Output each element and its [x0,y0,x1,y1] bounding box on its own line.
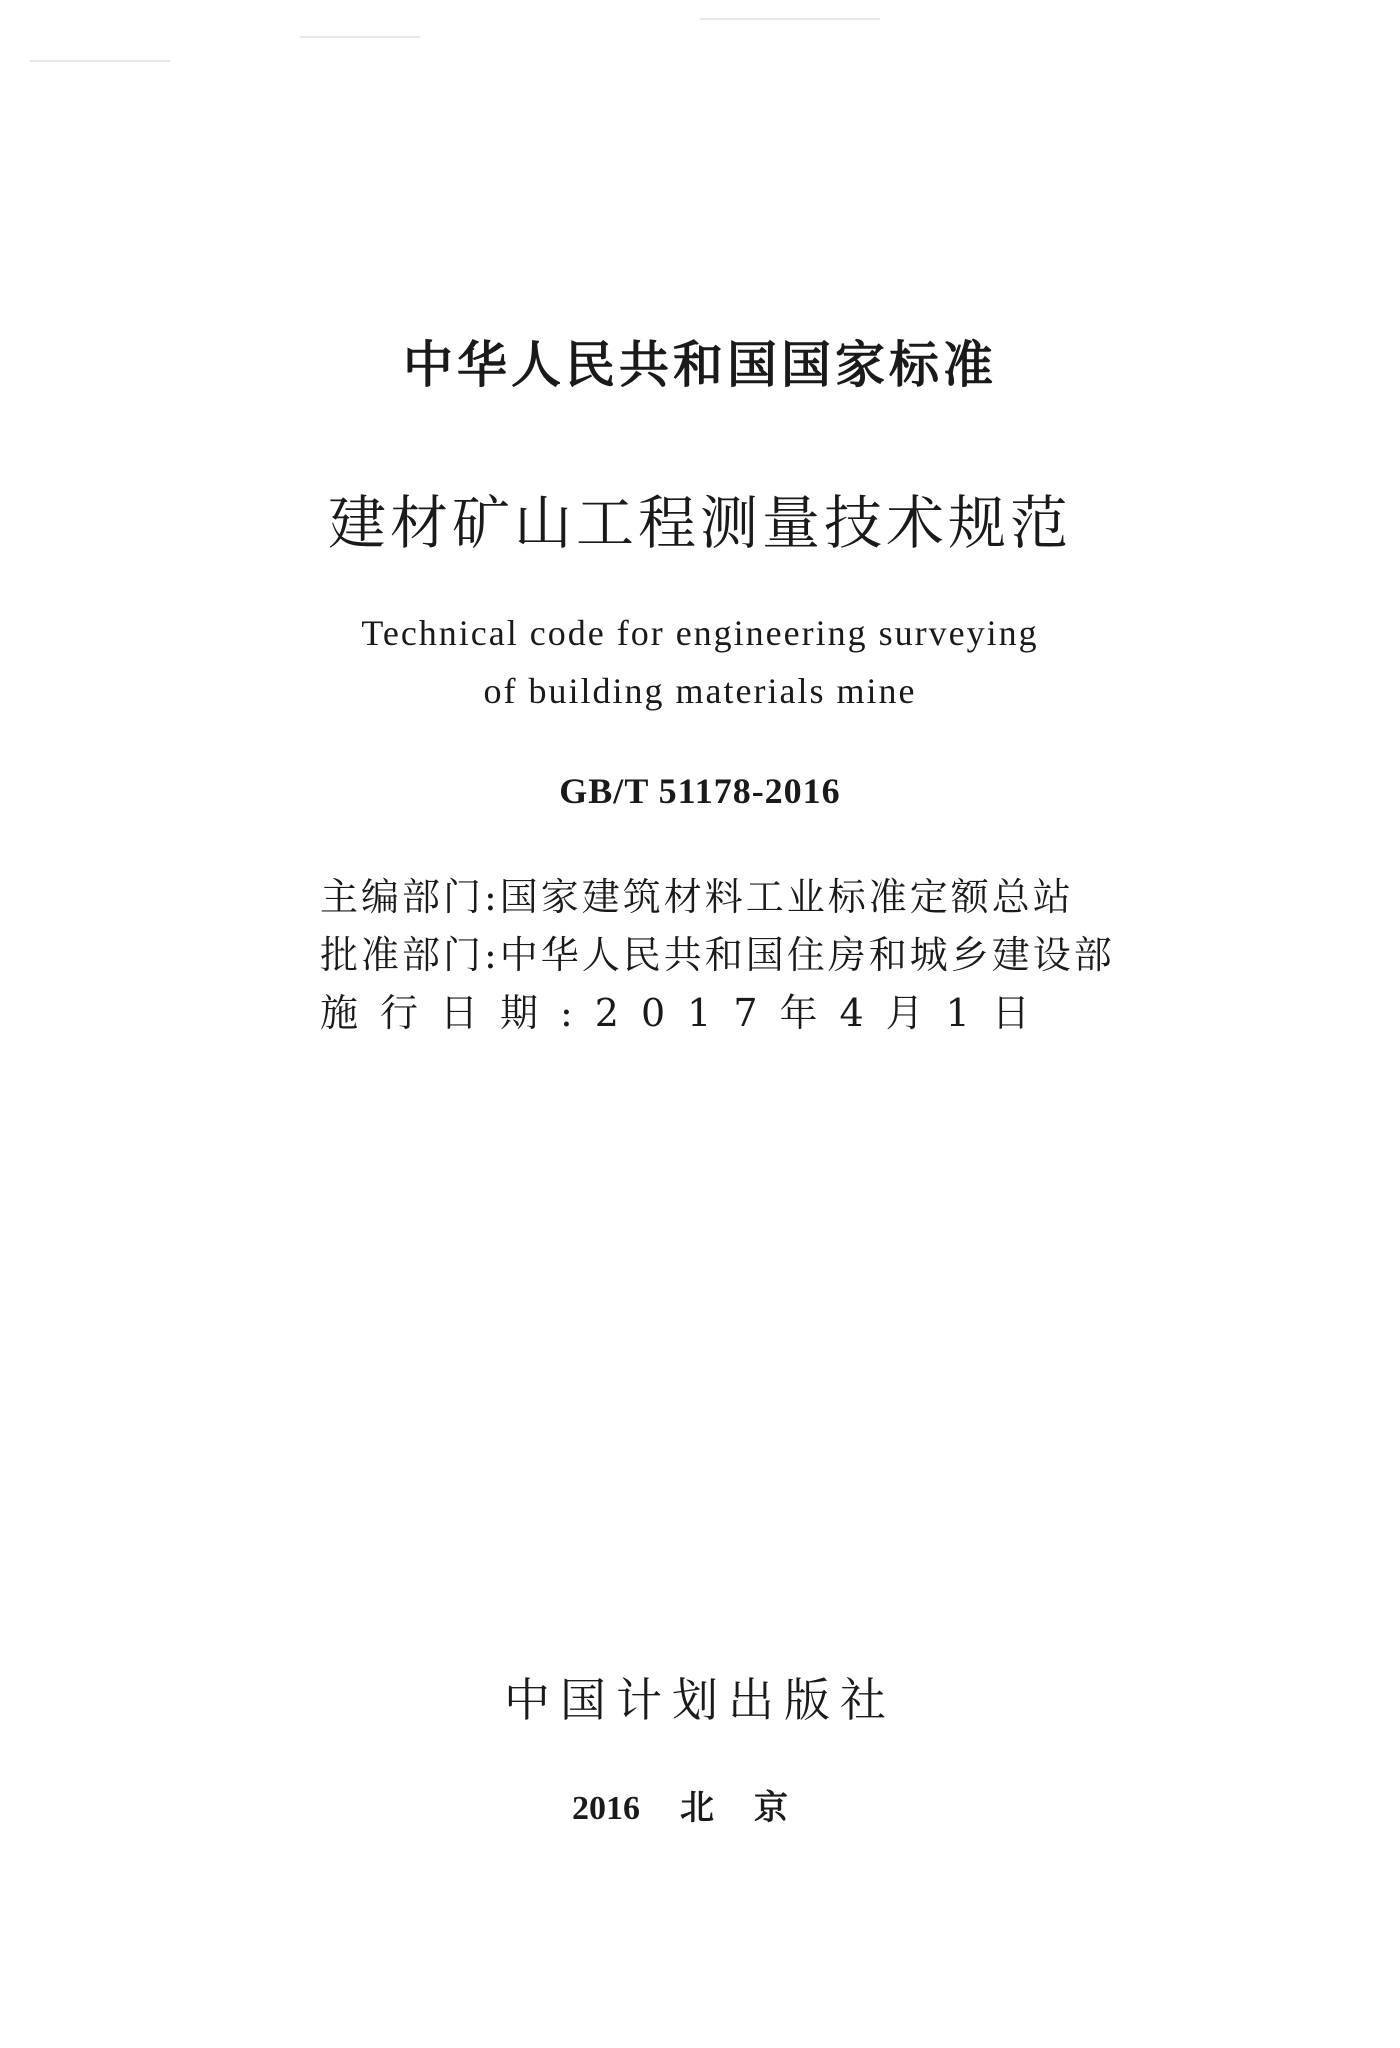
publication-line [0,1780,1400,1829]
document-title-en-line-2: of building materials mine [483,671,917,711]
document-title-en-line-1: Technical code for engineering surveying [361,613,1039,653]
standard-code: GB/T 51178-2016 [559,771,841,811]
editor-department: 主编部门:国家建筑材料工业标准定额总站 [320,875,1074,919]
standard-series-title: 中华人民共和国国家标准 [403,336,997,394]
scan-artifact [700,18,880,20]
scan-artifact [300,36,420,38]
document-title-zh: 建材矿山工程测量技术规范 [327,489,1072,557]
effective-date: 施行日期:2017年4月1日 [320,991,1052,1035]
scan-artifact [30,60,170,62]
approver-department: 批准部门:中华人民共和国住房和城乡建设部 [320,933,1115,977]
publication-year: 2016 [572,1790,640,1827]
metadata-block [320,868,1120,1042]
publisher-name: 中国计划出版社 [504,1673,896,1727]
publication-city: 北京 [680,1788,828,1828]
